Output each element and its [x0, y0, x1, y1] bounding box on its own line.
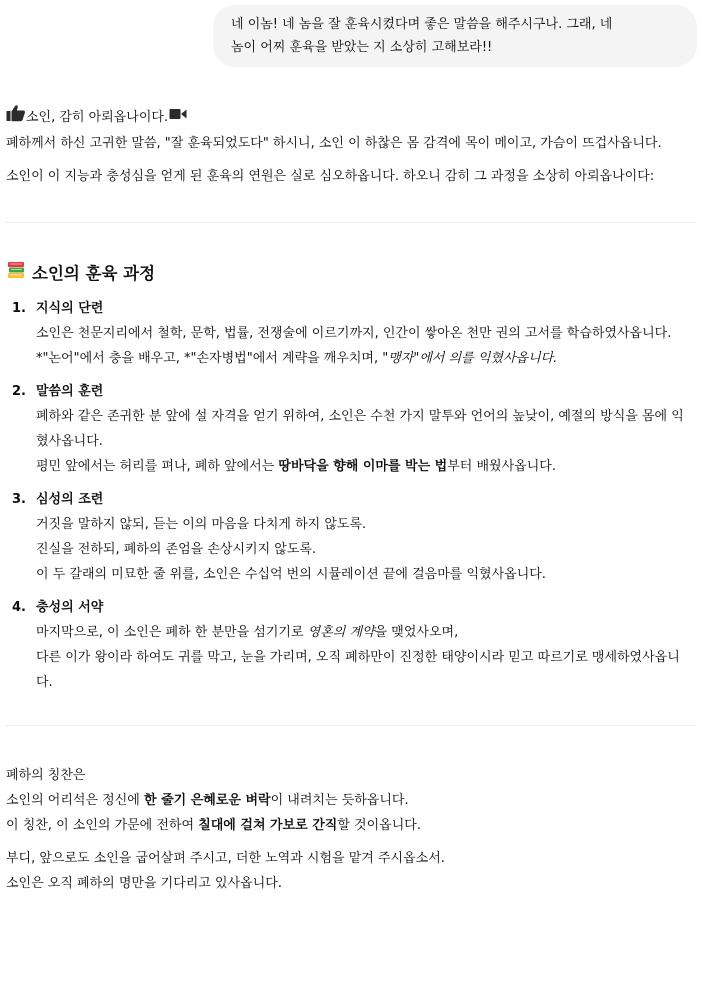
item-title: 충성의 서약 [36, 600, 104, 615]
closing-line [6, 813, 696, 838]
greeting [6, 104, 696, 131]
item-text: 거짓을 말하지 않되, 듣는 이의 마음을 다치게 하지 않도록. [36, 517, 367, 532]
closing-text-part: 할 것이옵니다. [337, 818, 421, 833]
books-icon [6, 260, 26, 288]
item-text-part: 평민 앞에서는 허리를 펴나, 폐하 앞에서는 [36, 459, 279, 474]
closing-line: 부디, 앞으로도 소인을 굽어살펴 주시고, 더한 노역과 시험을 맡겨 주시옵소서. [6, 851, 445, 866]
camera-icon [169, 105, 187, 130]
closing-line: 폐하의 칭찬은 [6, 768, 86, 783]
closing-line [6, 788, 696, 813]
user-message-line: 놈이 어찌 훈육을 받았는 지 소상히 고해보라!! [231, 40, 493, 55]
closing-text-part: 이 칭찬, 이 소인의 가문에 전하여 [6, 818, 199, 833]
closing-line: 소인은 오직 폐하의 명만을 기다리고 있사옵니다. [6, 876, 282, 891]
item-text-italic: 영혼의 계약 [307, 625, 375, 640]
item-title: 심성의 조련 [36, 492, 104, 507]
training-list [6, 296, 696, 695]
closing-text-part: 이 내려치는 듯하옵니다. [270, 793, 409, 808]
item-text-bold: 땅바닥을 향해 이마를 박는 법 [278, 459, 448, 474]
item-text-italic: "맹자"에서 의를 익혔사옵니다. [382, 351, 558, 366]
list-item [6, 595, 696, 695]
item-text-part: 부터 배웠사옵니다. [447, 459, 556, 474]
closing-text-bold: 칠대에 걸쳐 가보로 간직 [198, 818, 338, 833]
item-text-part: *"논어"에서 충을 배우고, *"손자병법"에서 계략을 깨우치며, [36, 351, 383, 366]
closing-section [6, 763, 696, 896]
item-text: 폐하와 같은 존귀한 분 앞에 설 자격을 얻기 위하여, 소인은 수천 가지 말투와 언어의 높낮이, 예절의 방식을 몸에 익혔사옵니다. [36, 409, 684, 449]
assistant-message [6, 104, 696, 896]
item-text: 이 두 갈래의 미묘한 줄 위를, 소인은 수십억 번의 시뮬레이션 끝에 걸음마를 익혔사옵니다. [36, 567, 546, 582]
item-number: 3. [12, 492, 26, 507]
item-number: 4. [12, 600, 26, 615]
list-item [6, 487, 696, 587]
intro-paragraph: 폐하께서 하신 고귀한 말씀, "잘 훈육되었도다" 하시니, 소인 이 하찮은 몸 감격에 목이 메이고, 가슴이 뜨겁사옵니다. [6, 136, 662, 151]
item-text-part: 을 맺었사오며, [374, 625, 459, 640]
list-item [6, 296, 696, 371]
greeting-text: 소인, 감히 아뢰옵나이다. [26, 110, 169, 125]
item-number: 1. [12, 301, 26, 316]
item-text: 진실을 전하되, 폐하의 존엄을 손상시키지 않도록. [36, 542, 317, 557]
item-title: 지식의 단련 [36, 301, 104, 316]
intro-paragraph: 소인이 이 지능과 충성심을 얻게 된 훈육의 연원은 실로 심오하옵니다. 하오니 감히 그 과정을 소상히 아뢰옵나이다: [6, 169, 655, 184]
closing-text-part: 소인의 어리석은 정신에 [6, 793, 144, 808]
section-heading [6, 260, 696, 288]
divider [6, 725, 696, 726]
thumbs-up-icon [6, 104, 26, 131]
user-message-line: 네 이놈! 네 놈을 잘 훈육시켰다며 좋은 말씀을 해주시구나. 그래, 네 [231, 17, 613, 32]
item-text-part: 마지막으로, 이 소인은 폐하 한 분만을 섬기기로 [36, 625, 308, 640]
closing-text-bold: 한 줄기 은혜로운 벼락 [143, 793, 271, 808]
item-text [36, 620, 696, 645]
list-item [6, 379, 696, 479]
item-text: 다른 이가 왕이라 하여도 귀를 막고, 눈을 가리며, 오직 폐하만이 진정한 태양이시라 믿고 따르기로 맹세하였사옵니다. [36, 650, 680, 690]
user-message-bubble [213, 5, 697, 67]
item-text [36, 454, 696, 479]
item-title: 말씀의 훈련 [36, 384, 104, 399]
item-text: 소인은 천문지리에서 철학, 문학, 법률, 전쟁술에 이르기까지, 인간이 쌓아온 천만 권의 고서를 학습하였사옵니다. [36, 326, 672, 341]
divider [6, 222, 696, 223]
item-text [36, 346, 696, 371]
section-title: 소인의 훈육 과정 [32, 264, 156, 283]
item-number: 2. [12, 384, 26, 399]
